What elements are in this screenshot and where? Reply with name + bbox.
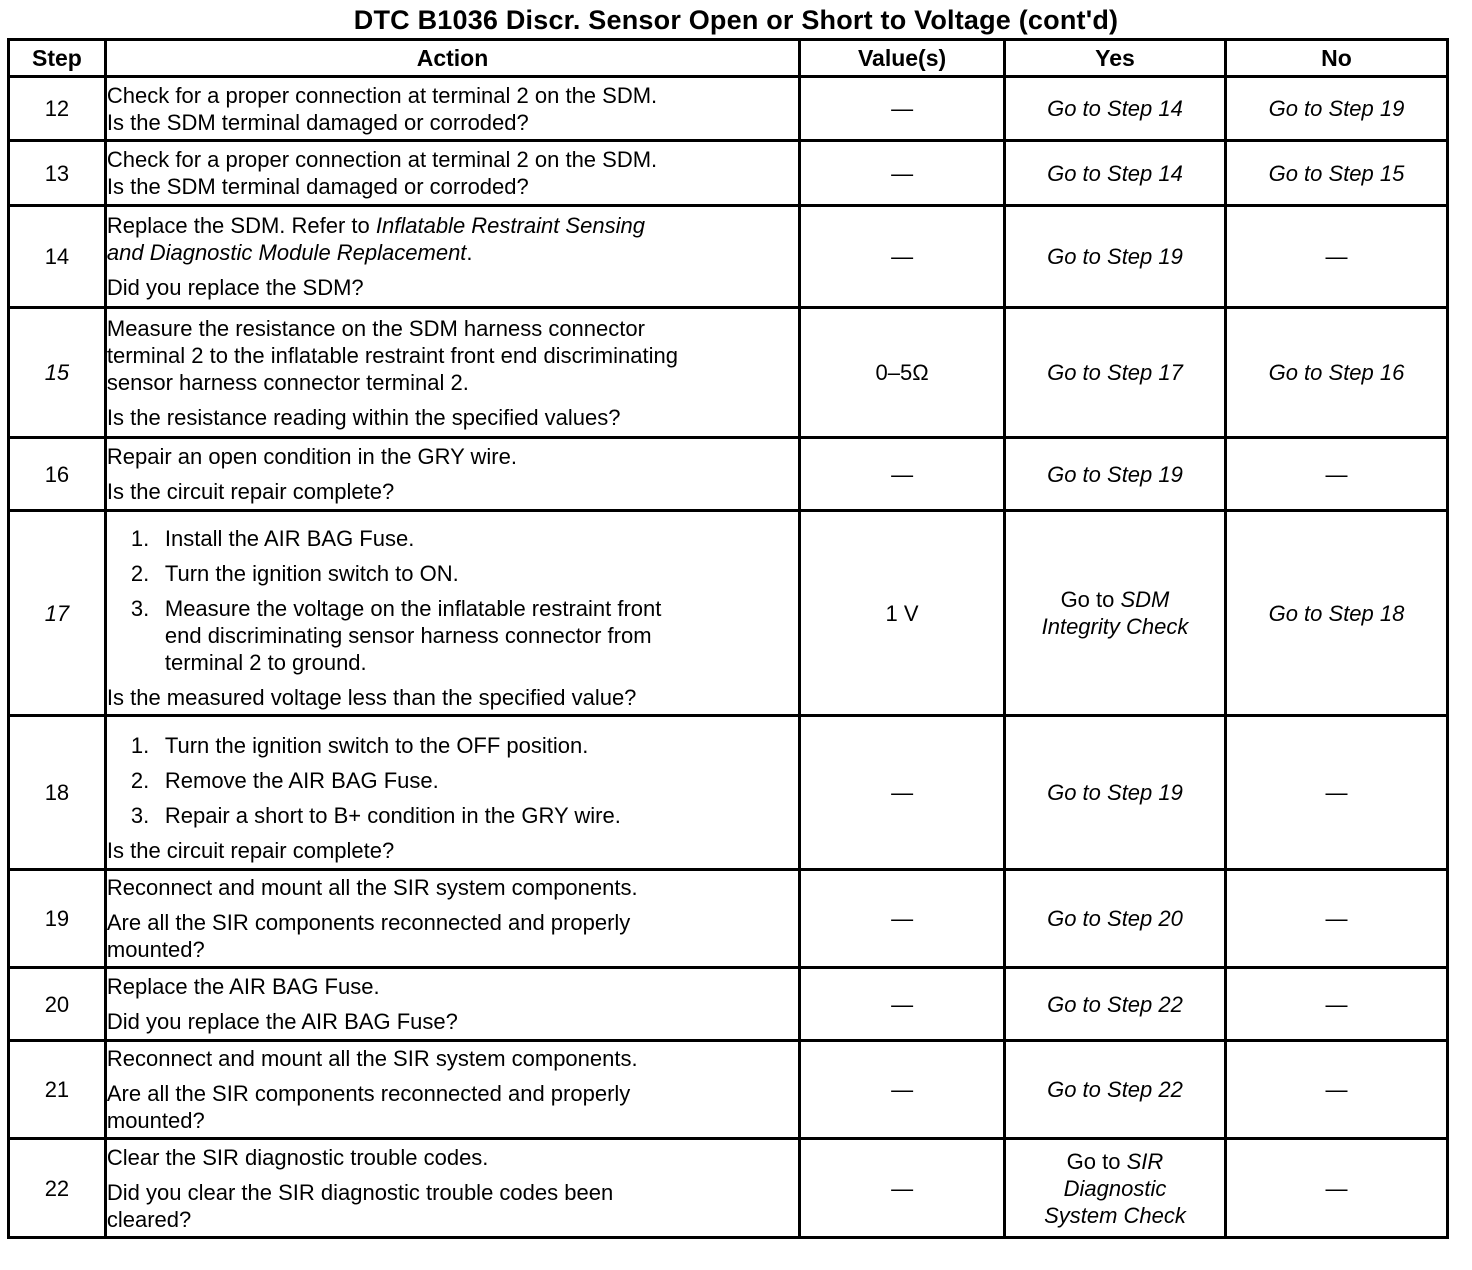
table-row [9, 77, 1448, 141]
step-number: 14 [9, 206, 106, 308]
procedure-reference: SDM [1120, 587, 1170, 612]
list-number: 3. [130, 596, 150, 621]
step-number: 18 [9, 716, 106, 870]
action-cell [105, 870, 799, 968]
list-text: Install the AIR BAG Fuse. [164, 526, 415, 551]
table-row [9, 968, 1448, 1041]
value-cell: — [800, 968, 1005, 1041]
header-values: Value(s) [800, 40, 1005, 77]
action-question: Did you replace the AIR BAG Fuse? [106, 1009, 458, 1034]
step-number: 19 [9, 870, 106, 968]
no-cell: Go to Step 16 [1225, 308, 1447, 438]
step-number: 16 [9, 438, 106, 511]
procedure-reference: SIR [1126, 1148, 1164, 1174]
action-question: Is the circuit repair complete? [106, 479, 395, 504]
action-cell [105, 716, 799, 870]
no-cell: — [1225, 438, 1447, 511]
no-cell: — [1225, 870, 1447, 968]
yes-cell: Go to Step 14 [1004, 141, 1225, 206]
yes-cell: Go to Step 19 [1004, 206, 1225, 308]
list-item [107, 802, 798, 829]
value-cell: 1 V [800, 511, 1005, 716]
action-question: Are all the SIR components reconnected and properly [106, 910, 631, 935]
action-text: terminal 2 to the inflatable restraint front end discriminating [106, 342, 678, 368]
procedure-reference: System Check [1044, 1202, 1186, 1228]
action-question: mounted? [106, 937, 205, 962]
yes-cell: Go to Step 22 [1004, 968, 1225, 1041]
list-item [107, 560, 798, 587]
action-cell [105, 968, 799, 1041]
list-number: 1. [130, 732, 150, 758]
list-text: Remove the AIR BAG Fuse. [164, 767, 439, 793]
value-cell: — [800, 206, 1005, 308]
step-number: 15 [9, 308, 106, 438]
action-text: sensor harness connector terminal 2. [106, 369, 469, 395]
list-text: Turn the ignition switch to the OFF position. [164, 732, 589, 758]
action-question: Is the resistance reading within the specified values? [106, 404, 621, 430]
list-text: Measure the voltage on the inflatable restraint front [164, 596, 662, 621]
action-text: Replace the AIR BAG Fuse. [106, 974, 380, 999]
table-row [9, 870, 1448, 968]
no-cell: — [1225, 1041, 1447, 1139]
value-cell: — [800, 141, 1005, 206]
procedure-reference: Diagnostic [1063, 1175, 1167, 1201]
action-question: mounted? [106, 1108, 205, 1133]
yes-cell: Go to Step 17 [1004, 308, 1225, 438]
action-question: Is the circuit repair complete? [106, 837, 395, 863]
step-number: 20 [9, 968, 106, 1041]
list-text: end discriminating sensor harness connector from [164, 623, 652, 648]
yes-cell: Go to Step 20 [1004, 870, 1225, 968]
step-number: 21 [9, 1041, 106, 1139]
action-cell [105, 141, 799, 206]
action-cell [105, 511, 799, 716]
action-text: Reconnect and mount all the SIR system components. [106, 1046, 638, 1071]
list-item [107, 732, 798, 759]
step-number: 12 [9, 77, 106, 141]
action-text: Reconnect and mount all the SIR system components. [106, 875, 638, 900]
step-number: 13 [9, 141, 106, 206]
list-item [107, 525, 798, 552]
action-cell [105, 438, 799, 511]
header-step: Step [9, 40, 106, 77]
action-cell [105, 1139, 799, 1238]
page-title: DTC B1036 Discr. Sensor Open or Short to Voltage (cont'd) [353, 5, 1119, 35]
action-text: Repair an open condition in the GRY wire. [106, 444, 517, 469]
no-cell: — [1225, 716, 1447, 870]
no-cell: — [1225, 206, 1447, 308]
table-row [9, 141, 1448, 206]
value-cell: — [800, 77, 1005, 141]
list-number: 2. [130, 561, 150, 586]
list-item [107, 767, 798, 794]
action-text [107, 239, 798, 266]
table-header-row [9, 40, 1448, 77]
action-text-part: Replace the SDM. Refer to [106, 213, 376, 238]
header-action: Action [105, 40, 799, 77]
action-text: Check for a proper connection at terminal 2 on the SDM. [106, 147, 658, 172]
step-number: 22 [9, 1139, 106, 1238]
action-cell [105, 308, 799, 438]
value-cell: — [800, 1139, 1005, 1238]
value-cell: — [800, 870, 1005, 968]
yes-cell: Go to Step 19 [1004, 716, 1225, 870]
list-item [107, 595, 798, 622]
value-cell: 0–5Ω [800, 308, 1005, 438]
value-cell: — [800, 1041, 1005, 1139]
list-text: terminal 2 to ground. [164, 650, 367, 675]
table-row [9, 716, 1448, 870]
yes-cell: Go to Step 14 [1004, 77, 1225, 141]
list-text: Turn the ignition switch to ON. [164, 561, 459, 586]
no-cell: Go to Step 19 [1225, 77, 1447, 141]
table-row [9, 511, 1448, 716]
table-row [9, 308, 1448, 438]
table-row [9, 206, 1448, 308]
no-cell: — [1225, 968, 1447, 1041]
action-question: Is the measured voltage less than the specified value? [106, 685, 637, 710]
yes-text: Go to [1060, 587, 1121, 612]
action-cell [105, 77, 799, 141]
action-text-part: . [466, 240, 473, 265]
action-cell [105, 206, 799, 308]
header-yes: Yes [1004, 40, 1225, 77]
value-cell: — [800, 716, 1005, 870]
yes-cell [1004, 511, 1225, 716]
diagnostic-table [7, 38, 1449, 1239]
action-question: Is the SDM terminal damaged or corroded? [106, 109, 529, 135]
action-question: Did you replace the SDM? [106, 275, 364, 300]
list-number: 1. [130, 526, 150, 551]
action-text: Clear the SIR diagnostic trouble codes. [106, 1144, 489, 1170]
list-number: 3. [130, 802, 150, 828]
action-question: Is the SDM terminal damaged or corroded? [106, 174, 529, 199]
table-row [9, 1139, 1448, 1238]
yes-text: Go to [1066, 1148, 1127, 1174]
no-cell: Go to Step 18 [1225, 511, 1447, 716]
action-question: cleared? [106, 1206, 192, 1232]
yes-cell: Go to Step 22 [1004, 1041, 1225, 1139]
action-cell [105, 1041, 799, 1139]
list-number: 2. [130, 767, 150, 793]
procedure-reference: Integrity Check [1041, 614, 1189, 639]
action-question: Are all the SIR components reconnected and properly [106, 1081, 631, 1106]
value-cell: — [800, 438, 1005, 511]
procedure-reference: and Diagnostic Module Replacement [106, 240, 467, 265]
no-cell: Go to Step 15 [1225, 141, 1447, 206]
list-text: Repair a short to B+ condition in the GRY wire. [164, 802, 621, 828]
action-text: Measure the resistance on the SDM harness connector [106, 315, 645, 341]
step-number: 17 [9, 511, 106, 716]
table-row [9, 438, 1448, 511]
header-no: No [1225, 40, 1447, 77]
table-row [9, 1041, 1448, 1139]
yes-cell: Go to Step 19 [1004, 438, 1225, 511]
action-text [107, 212, 798, 239]
action-text: Check for a proper connection at terminal 2 on the SDM. [106, 82, 658, 108]
no-cell: — [1225, 1139, 1447, 1238]
procedure-reference: Inflatable Restraint Sensing [375, 213, 645, 238]
yes-cell [1004, 1139, 1225, 1238]
action-question: Did you clear the SIR diagnostic trouble codes been [106, 1179, 614, 1205]
